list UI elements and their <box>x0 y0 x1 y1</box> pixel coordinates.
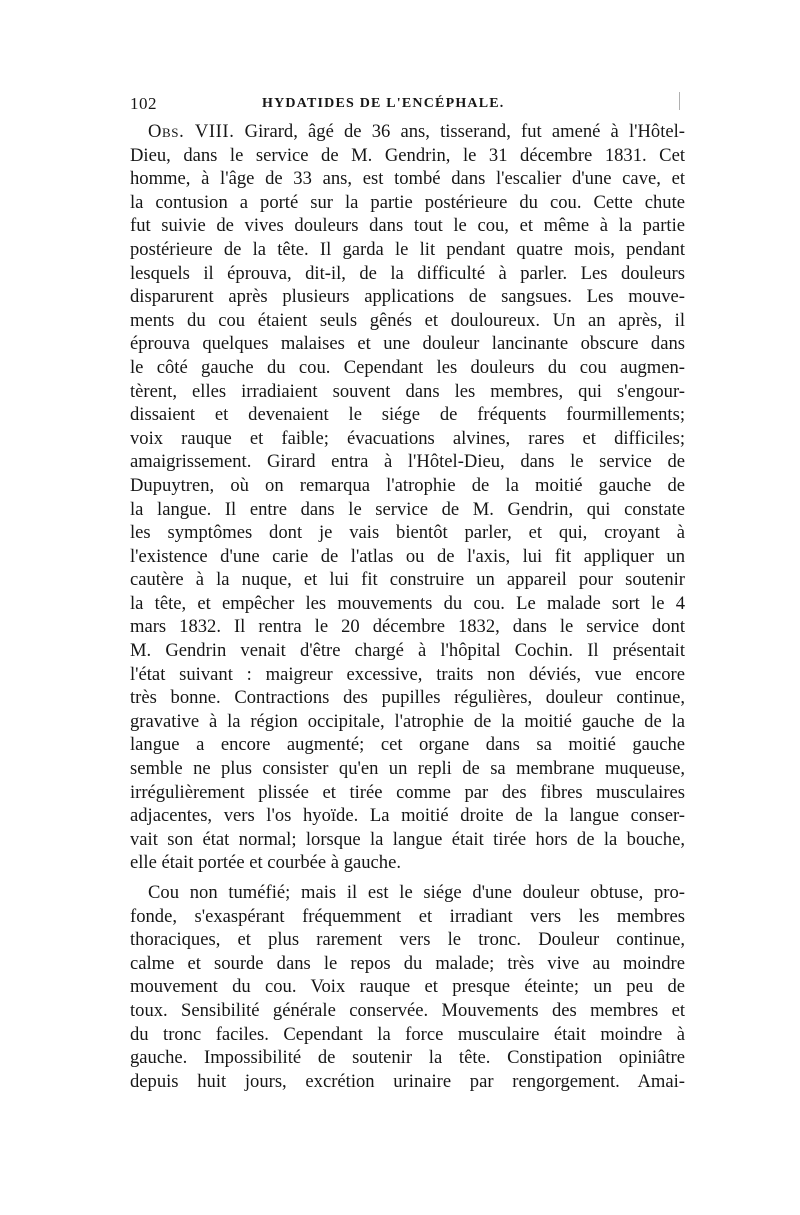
text-line: irrégulièrement plissée et tirée comme par des fibres musculaires <box>130 781 685 803</box>
text-line: amaigrissement. Girard entra à l'Hôtel-Dieu, dans le service de <box>130 451 685 473</box>
text-line: adjacentes, vers l'os hyoïde. La moitié droite de la langue conser- <box>130 805 685 827</box>
text-line: dissaient et devenaient le siége de fréquents fourmillements; <box>130 404 685 426</box>
text-line: éprouva quelques malaises et une douleur lancinante obscure dans <box>130 333 685 355</box>
text-line: les symptômes dont je vais bientôt parler, et qui, croyant à <box>130 522 685 544</box>
text-line: elle était portée et courbée à gauche. <box>130 852 401 874</box>
text-line: depuis huit jours, excrétion urinaire par rengorgement. Amai- <box>130 1070 685 1092</box>
text-line: le côté gauche du cou. Cependant les douleurs du cou augmen- <box>130 356 685 378</box>
text-line: fut suivie de vives douleurs dans tout le cou, et même à la partie <box>130 215 685 237</box>
text-line: vait son état normal; lorsque la langue était tirée hors de la bouche, <box>130 828 685 850</box>
paragraph-neck-symptoms <box>130 881 685 1093</box>
text-line: Cou non tuméfié; mais il est le siége d'une douleur obtuse, pro- <box>148 882 685 903</box>
text-line: postérieure de la tête. Il garda le lit pendant quatre mois, pendant <box>130 238 685 260</box>
text-line: fonde, s'exaspérant fréquemment et irradiant vers les membres <box>130 905 685 927</box>
book-page <box>130 88 685 1093</box>
text-line: la tête, et empêcher les mouvements du cou. Le malade sort le 4 <box>130 592 685 614</box>
text-line: cautère à la nuque, et lui fit construire un appareil pour soutenir <box>130 569 685 591</box>
running-header <box>130 88 685 120</box>
text-line: lesquels il éprouva, dit-il, de la difficulté à parler. Les douleurs <box>130 262 685 284</box>
text-line: gauche. Impossibilité de soutenir la tête. Constipation opiniâtre <box>130 1047 685 1069</box>
text-line: calme et sourde dans le repos du malade; très vive au moindre <box>130 952 685 974</box>
text-line: toux. Sensibilité générale conservée. Mouvements des membres et <box>130 999 685 1021</box>
text-line: Dieu, dans le service de M. Gendrin, le 31 décembre 1831. Cet <box>130 144 685 166</box>
paragraph-observation <box>130 120 685 875</box>
text-line: gravative à la région occipitale, l'atrophie de la moitié gauche de la <box>130 710 685 732</box>
observation-label: Obs. VIII. <box>148 121 235 142</box>
text-line: tèrent, elles irradiaient souvent dans les membres, qui s'engour- <box>130 380 685 402</box>
text-line <box>130 120 685 144</box>
text-line: langue a encore augmenté; cet organe dans sa moitié gauche <box>130 734 685 756</box>
text-line: la langue. Il entre dans le service de M. Gendrin, qui constate <box>130 498 685 520</box>
margin-rule <box>679 92 680 110</box>
text-line-content: Girard, âgé de 36 ans, tisserand, fut amené à l'Hôtel- <box>234 121 685 142</box>
running-title: HYDATIDES DE L'ENCÉPHALE. <box>262 96 505 111</box>
text-line: très bonne. Contractions des pupilles régulières, douleur continue, <box>130 687 685 709</box>
text-line: l'état suivant : maigreur excessive, traits non déviés, vue encore <box>130 663 685 685</box>
text-line: thoraciques, et plus rarement vers le tronc. Douleur continue, <box>130 929 685 951</box>
text-line: ments du cou étaient seuls gênés et douloureux. Un an après, il <box>130 309 685 331</box>
text-line: disparurent après plusieurs applications de sangsues. Les mouve- <box>130 286 685 308</box>
text-line: Dupuytren, où on remarqua l'atrophie de la moitié gauche de <box>130 474 685 496</box>
text-line: du tronc faciles. Cependant la force musculaire était moindre à <box>130 1023 685 1045</box>
page-number: 102 <box>130 94 157 113</box>
text-line: mouvement du cou. Voix rauque et presque éteinte; un peu de <box>130 976 685 998</box>
text-line: semble ne plus consister qu'en un repli de sa membrane muqueuse, <box>130 758 685 780</box>
text-line: homme, à l'âge de 33 ans, est tombé dans l'escalier d'une cave, et <box>130 168 685 190</box>
text-line: voix rauque et faible; évacuations alvines, rares et difficiles; <box>130 427 685 449</box>
text-line: mars 1832. Il rentra le 20 décembre 1832, dans le service dont <box>130 616 685 638</box>
text-line: l'existence d'une carie de l'atlas ou de l'axis, lui fit appliquer un <box>130 545 685 567</box>
text-line: la contusion a porté sur la partie postérieure du cou. Cette chute <box>130 191 685 213</box>
text-line: M. Gendrin venait d'être chargé à l'hôpital Cochin. Il présentait <box>130 640 685 662</box>
